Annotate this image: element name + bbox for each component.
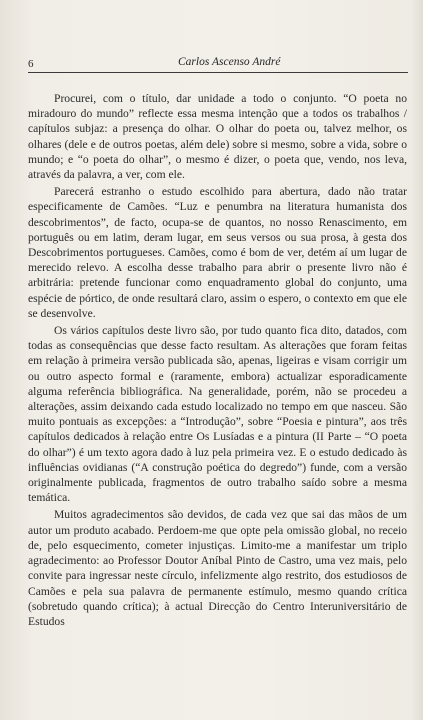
body-text (28, 91, 407, 629)
page-number: 6 (28, 58, 34, 70)
paragraph-opening-study: Parecerá estranho o estudo escolhido para abertura, dado não tratar especificamente de Camões. “Luz e penumbra na literatura humanista dos descobrimentos”, de facto, ocupa-se de quantos, no nosso Renascimento, em português ou em latim, deram lugar, em seus versos ou sua prosa, à gesta dos Descobrimentos portugueses. Camões, como é bom de ver, detém aí um lugar de merecido relevo. A escolha desse trabalho para abrir o presente livro não é arbitrária: pretende funcionar como enquadramento global do conjunto, uma espécie de pórtico, de onde resultará claro, assim o espero, o contexto em que ele se desenvolve. (28, 185, 407, 320)
paragraph-chapter-notes: Os vários capítulos deste livro são, por tudo quanto fica dito, datados, com todas as consequências que desse facto resultam. As alterações que foram feitas em relação à primeira versão publicada são, apenas, ligeiras e visam corrigir um ou outro aspecto formal e (raramente, embora) actualizar esporadicamente alguma referência bibliográfica. Na generalidade, porém, não se procedeu a alterações, assim deixando cada estudo localizado no tempo em que nasceu. São muito pontuais as excepções: a “Introdução”, sobre “Poesia e pintura”, aos três capítulos dedicados à relação entre Os Lusíadas e a pintura (II Parte – “O poeta do olhar”) é um texto agora dado à luz pela primeira vez. E o estudo dedicado às influências ovidianas (“A construção poética do degredo”) funde, com a versão originalmente publicada, fragmentos de outro trabalho saído sobre a mesma temática. (28, 324, 407, 505)
running-title: Carlos Ascenso André (178, 56, 281, 68)
running-head (28, 50, 408, 73)
paragraph-acknowledgements: Muitos agradecimentos são devidos, de cada vez que sai das mãos de um autor um produto acabado. Perdoem-me que opte pela omissão global, no receio de, pelo esquecimento, cometer injustiças. Limito-me a manifestar um triplo agradecimento: ao Professor Doutor Aníbal Pinto de Castro, uma vez mais, pelo convite para ingressar neste círculo, infelizmente algo restrito, dos estudiosos de Camões e pela sua palavra de permanente estímulo, mesmo quando crítica (sobretudo quando crítica); à actual Direcção do Centro Interuniversitário de Estudos (28, 508, 407, 628)
paragraph-title-rationale: Procurei, com o título, dar unidade a todo o conjunto. “O poeta no miradouro do mundo” reflecte essa mesma intenção que a todos os trabalhos / capítulos subjaz: a presença do olhar. O olhar do poeta ou, talvez melhor, os olhares (dele e de outros poetas, além dele) sobre si mesmo, sobre a vida, sobre o mundo; e “o poeta do olhar”, o mesmo é dizer, o poeta que, vendo, nos leva, através da palavra, a ver, com ele. (28, 92, 407, 182)
